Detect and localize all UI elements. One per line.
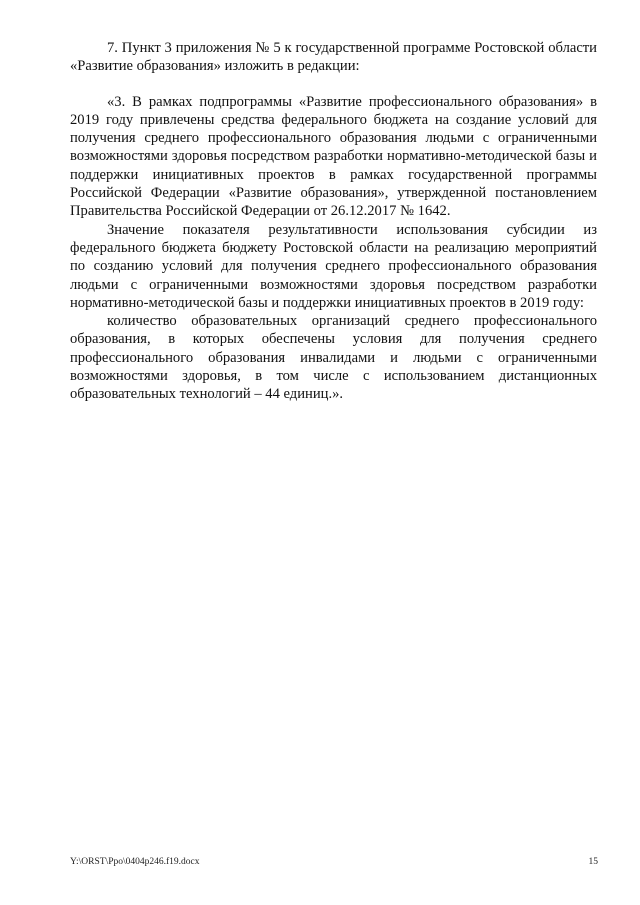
- paragraph-subsection-3: «3. В рамках подпрограммы «Развитие профессионального образования» в 2019 году привлечены средства федерального бюджета на создание условий для получения среднего профессионального образования людьми с ограниченными возможностями здоровья посредством разработки нормативно-методической базы и поддержки инициативных проектов в рамках государственной программы Российской Федерации «Развитие образования», утвержденной постановлением Правительства Российской Федерации от 26.12.2017 № 1642.: [70, 93, 597, 220]
- footer-page-number: 15: [588, 857, 598, 867]
- footer-file-path: Y:\ORST\Ppo\0404p246.f19.docx: [70, 857, 200, 867]
- document-body: [70, 39, 597, 404]
- paragraph-indicator-value: Значение показателя результативности использования субсидии из федерального бюджета бюджету Ростовской области на реализацию мероприятий по созданию условий для получения среднего профессионального образования людьми с ограниченными возможностями здоровья посредством разработки нормативно-методической базы и поддержки инициативных проектов в 2019 году:: [70, 221, 597, 311]
- paragraph-item-7: 7. Пункт 3 приложения № 5 к государственной программе Ростовской области «Развитие образования» изложить в редакции:: [70, 40, 597, 75]
- paragraph-organizations-count: количество образовательных организаций среднего профессионального образования, в которых обеспечены условия для получения среднего профессионального образования инвалидами и людьми с ограниченными возможностями здоровья, в том числе с использованием дистанционных образовательных технологий – 44 единиц.».: [70, 313, 597, 403]
- paragraph-spacer: [70, 76, 597, 93]
